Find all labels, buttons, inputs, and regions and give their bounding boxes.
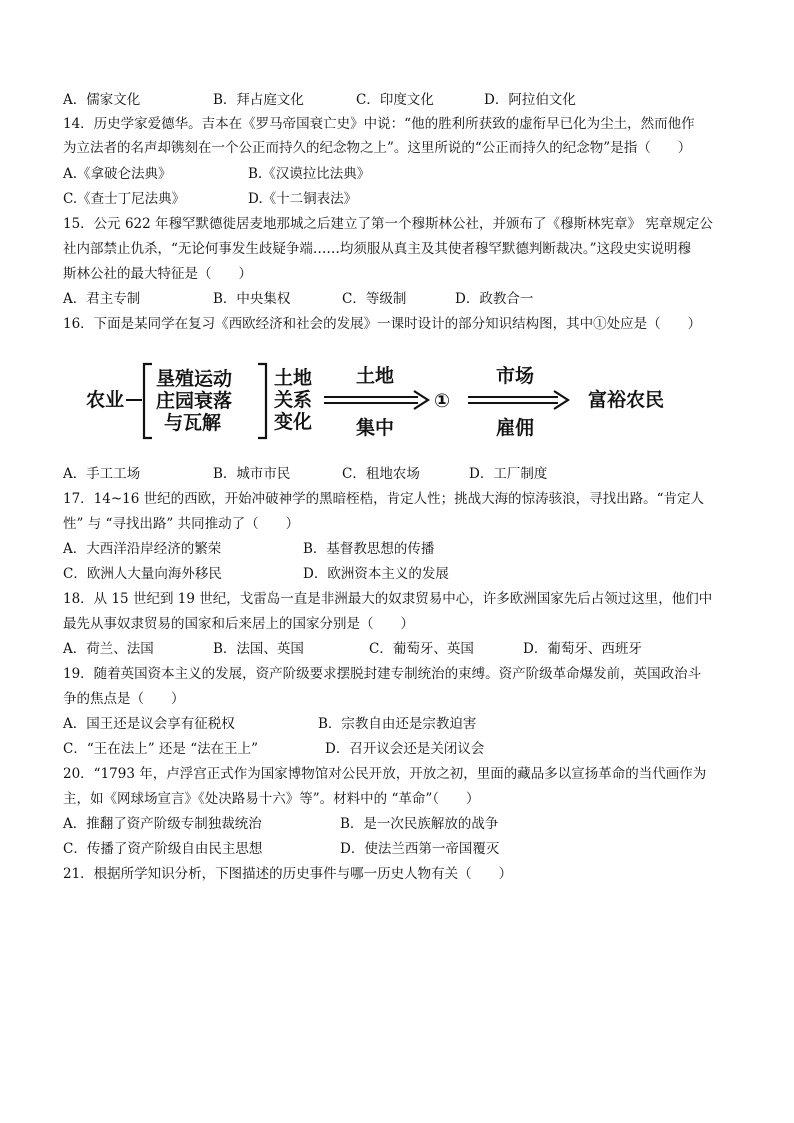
diagram-agriculture-label: 农业 (86, 389, 125, 411)
q15-option-d: D．政教合一 (455, 291, 534, 307)
q19-option-c: C．“王在法上” 还是 “法在王上” (63, 741, 259, 757)
diagram-change-line-1: 土地 (274, 367, 313, 389)
q16-diagram-svg (84, 360, 684, 442)
diagram-result-label: 富裕农民 (588, 389, 665, 411)
q15-stem-line-1: 15．公元 622 年穆罕默德徙居麦地那城之后建立了第一个穆斯林公社，并颁布了《穆斯林宪章》 宪章规定公 (63, 216, 713, 232)
diagram-arrow-1 (324, 391, 428, 409)
q17-option-a: A．大西洋沿岸经济的繁荣 (63, 541, 222, 557)
q20-option-b: B．是一次民族解放的战争 (340, 816, 499, 832)
q18-option-c: C．葡萄牙、英国 (369, 641, 474, 657)
q20-stem-line-2: 主，如《网球场宣言》《处决路易十六》等”。材料中的 “革命”（ ） (63, 791, 480, 807)
q16-option-a: A．手工工场 (63, 466, 141, 482)
diagram-change-line-2: 关系 (274, 389, 313, 411)
q19-option-d: D．召开议会还是关闭议会 (325, 741, 485, 757)
q20-stem-line-1: 20．“1793 年，卢浮宫正式作为国家博物馆对公民开放，开放之初，里面的藏品多以宣扬革命的当代画作为 (63, 766, 707, 782)
q19-option-a: A．国王还是议会享有征税权 (63, 716, 235, 732)
q16-option-b: B．城市市民 (213, 466, 291, 482)
q13-option-c: C．印度文化 (356, 92, 434, 108)
q17-option-c: C．欧洲人大量向海外移民 (63, 566, 222, 582)
diagram-bracket-line-2: 庄园衰落 (156, 390, 233, 412)
q19-stem-line-1: 19．随着英国资本主义的发展，资产阶级要求摆脱封建专制统治的束缚。资产阶级革命爆发前，英国政治斗 (63, 666, 702, 682)
q17-option-d: D．欧洲资本主义的发展 (303, 566, 449, 582)
q18-option-b: B．法国、英国 (213, 641, 304, 657)
q14-option-a: A.《拿破仑法典》 (63, 166, 172, 182)
diagram-circle-one: ① (434, 390, 451, 412)
diagram-arrow-1-top: 土地 (356, 365, 395, 387)
q19-option-b: B．宗教自由还是宗教迫害 (318, 716, 477, 732)
q18-stem-line-1: 18．从 15 世纪到 19 世纪，戈雷岛一直是非洲最大的奴隶贸易中心，许多欧洲国家先后占领过这里，他们中 (63, 591, 713, 607)
q13-option-a: A．儒家文化 (63, 92, 141, 108)
q15-option-b: B．中央集权 (213, 291, 291, 307)
q15-stem-line-2: 社内部禁止仇杀，“无论何事发生歧疑争端……均须服从真主及其使者穆罕默德判断裁决。”这段史实说明穆 (63, 241, 692, 257)
diagram-arrow-1-bottom: 集中 (356, 417, 395, 439)
q13-option-d: D．阿拉伯文化 (484, 92, 576, 108)
q18-stem-line-2: 最先从事奴隶贸易的国家和后来居上的国家分别是（ ） (63, 616, 414, 632)
diagram-left-bracket (144, 364, 152, 438)
diagram-bracket-line-1: 垦殖运动 (156, 368, 233, 390)
q20-option-a: A．推翻了资产阶级专制独裁统治 (63, 816, 262, 832)
diagram-arrow-2 (468, 391, 568, 409)
diagram-right-bracket (258, 364, 266, 438)
q21-stem-line-1: 21．根据所学知识分析，下图描述的历史事件与哪一历史人物有关（ ） (63, 866, 513, 882)
diagram-arrow-2-bottom: 雇佣 (496, 417, 535, 439)
q13-option-b: B．拜占庭文化 (213, 92, 304, 108)
q20-option-d: D．使法兰西第一帝国覆灭 (340, 841, 500, 857)
q14-stem-line-1: 14．历史学家爱德华。吉本在《罗马帝国衰亡史》中说：“他的胜利所获致的虚衔早已化为尘土，然而他作 (63, 116, 695, 132)
q18-option-d: D．葡萄牙、西班牙 (523, 641, 642, 657)
q14-stem-line-2: 为立法者的名声却镌刻在一个公正而持久的纪念物之上”。这里所说的“公正而持久的纪念物”是指（ ） (63, 140, 692, 156)
q15-option-a: A．君主专制 (63, 291, 141, 307)
q20-option-c: C．传播了资产阶级自由民主思想 (63, 841, 263, 857)
q18-option-a: A．荷兰、法国 (63, 641, 154, 657)
q16-structure-diagram (84, 360, 684, 442)
q16-option-d: D．工厂制度 (469, 466, 548, 482)
q19-stem-line-2: 争的焦点是（ ） (63, 691, 185, 707)
q17-stem-line-1: 17．14~16 世纪的西欧，开始冲破神学的黑暗桎梏，肯定人性；挑战大海的惊涛骇浪，寻找出路。“肯定人 (63, 491, 705, 507)
q14-option-b: B.《汉谟拉比法典》 (248, 166, 371, 182)
diagram-arrow-2-top: 市场 (496, 365, 535, 387)
q15-stem-line-3: 斯林公社的最大特征是（ ） (63, 266, 252, 282)
diagram-bracket-line-3: 与瓦解 (164, 412, 222, 434)
q15-option-c: C．等级制 (342, 291, 407, 307)
q14-option-d: D.《十二铜表法》 (248, 191, 358, 207)
q14-option-c: C.《查士丁尼法典》 (63, 191, 186, 207)
diagram-change-line-3: 变化 (274, 411, 313, 433)
q17-stem-line-2: 性” 与 “寻找出路” 共同推动了（ ） (63, 516, 300, 532)
q16-option-c: C．租地农场 (342, 466, 420, 482)
q17-option-b: B．基督教思想的传播 (303, 541, 435, 557)
q16-stem-line-1: 16．下面是某同学在复习《西欧经济和社会的发展》一课时设计的部分知识结构图，其中①处应是（ ） (63, 316, 702, 332)
